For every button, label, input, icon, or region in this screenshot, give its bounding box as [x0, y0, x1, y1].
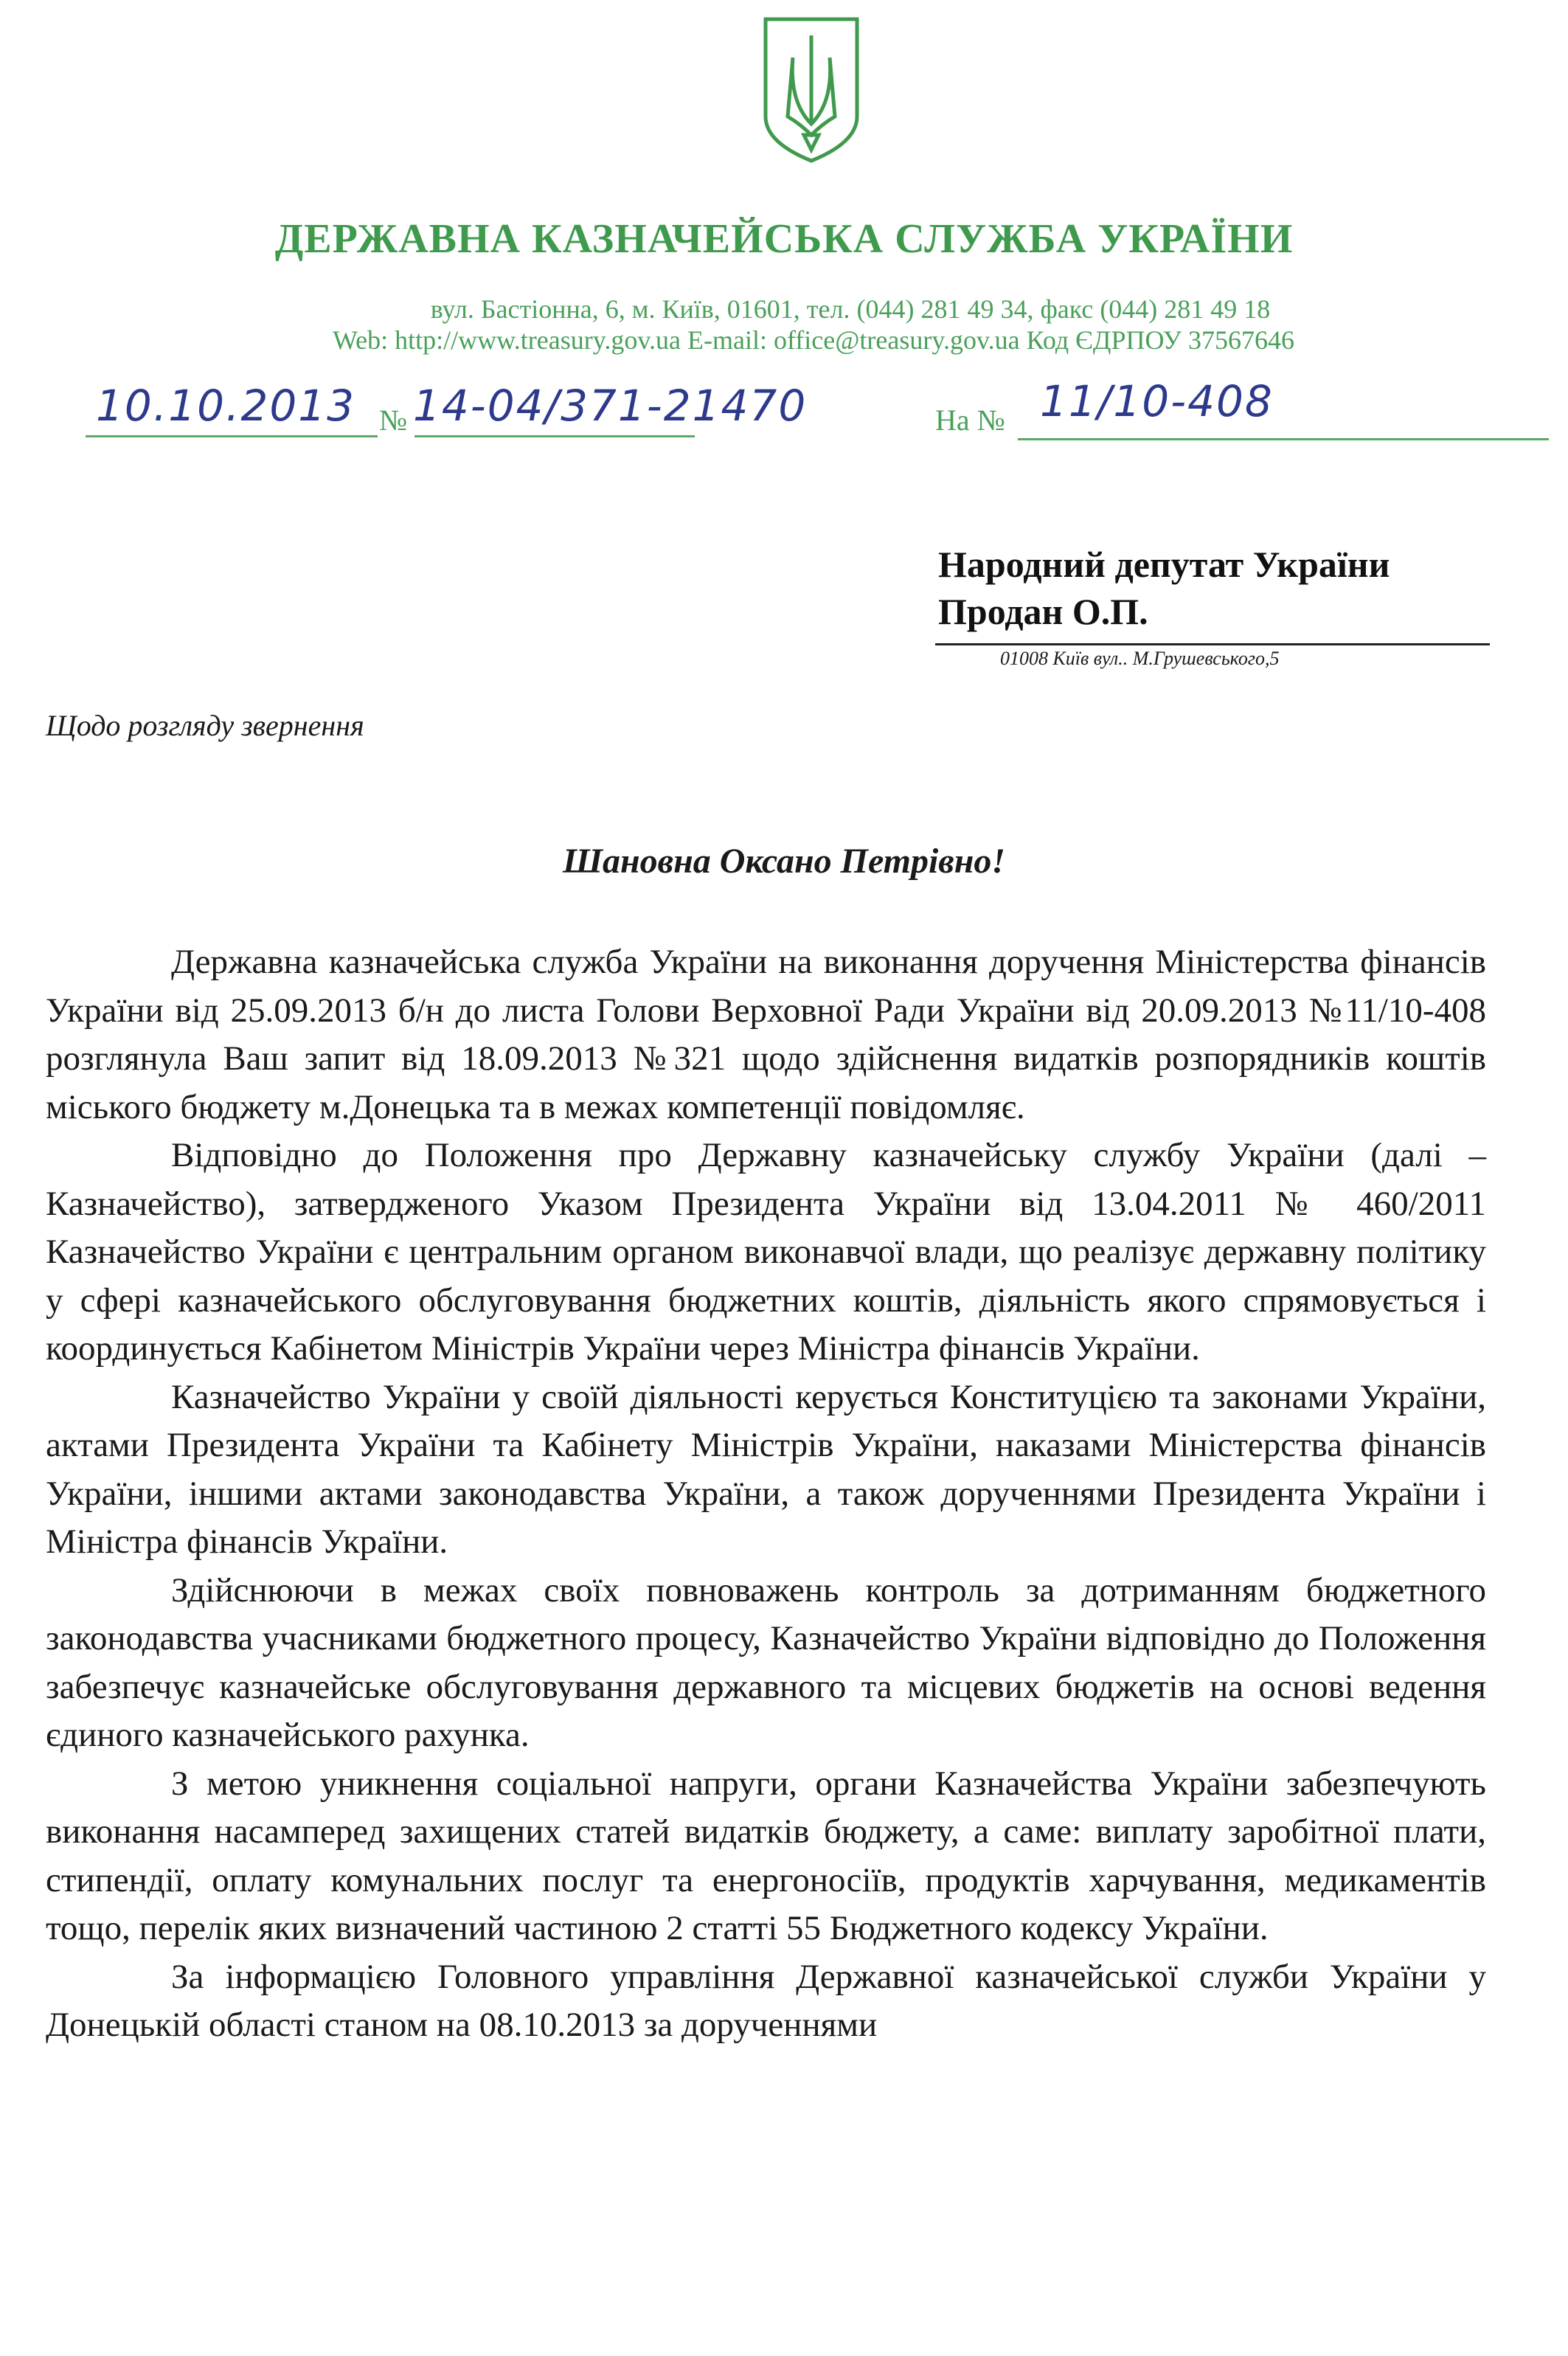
addressee-title: Народний депутат України — [938, 544, 1390, 585]
body-paragraph: З метою уникнення соціальної напруги, органи Казначейства України забезпечують виконання насамперед захищених статей видатків бюджету, а саме: виплату заробітної плати, стипендії, оплату комунальних послуг та енергоносіїв, продуктів харчування, медикаментів тощо, перелік яких визначений частиною 2 статті 55 Бюджетного кодексу України. — [46, 1764, 1486, 1947]
body-paragraph: Здійснюючи в межах своїх повноважень контроль за дотриманням бюджетного законодавства учасниками бюджетного процесу, Казначейство України відповідно до Положення забезпечує казначейське обслуговування державного та місцевих бюджетів на основі ведення єдиного казначейського рахунка. — [46, 1570, 1486, 1754]
addressee-address: 01008 Київ вул.. М.Грушевського,5 — [1000, 648, 1280, 669]
reply-underline — [1018, 438, 1549, 440]
salutation: Шановна Оксано Петрівно! — [562, 842, 1006, 881]
outgoing-number: 14-04/371-21470 — [413, 381, 808, 431]
addressee-name: Продан О.П. — [938, 591, 1148, 632]
reply-number: 11/10-408 — [1040, 376, 1274, 426]
body-paragraph: Казначейство України у своїй діяльності керується Конституцією та законами України, актами Президента України та Кабінету Міністрів України, наказами Міністерства фінансів України, іншими актами законодавства України, а також дорученнями Президента України і Міністра фінансів України. — [46, 1377, 1486, 1561]
letter-subject: Щодо розгляду звернення — [46, 709, 364, 742]
body-paragraph: За інформацією Головного управління Державної казначейської служби України у Донецькій області станом на 08.10.2013 за дорученнями — [46, 1957, 1486, 2044]
addressee-divider — [935, 643, 1490, 645]
reply-label: На № — [935, 403, 1005, 437]
organization-contacts: Web: http://www.treasury.gov.ua E-mail: office@treasury.gov.ua Код ЄДРПОУ 37567646 — [333, 325, 1294, 355]
letter-body — [46, 938, 1486, 2050]
number-label: № — [379, 403, 408, 437]
coat-of-arms-icon — [760, 13, 863, 164]
number-underline — [414, 435, 695, 437]
body-paragraph: Відповідно до Положення про Державну казначейську службу України (далі – Казначейство), затвердженого Указом Президента України від 13.04.2011 № 460/2011 Казначейство України є центральним органом виконавчої влади, що реалізує державну політику у сфері казначейського обслуговування бюджетних коштів, діяльність якого спрямовується і координується Кабінетом Міністрів України через Міністра фінансів України. — [46, 1136, 1486, 1368]
date-underline — [86, 435, 378, 437]
body-paragraph: Державна казначейська служба України на виконання доручення Міністерства фінансів України від 25.09.2013 б/н до листа Голови Верховної Ради України від 20.09.2013 №11/10-408 розглянула Ваш запит від 18.09.2013 №321 щодо здійснення видатків розпорядників коштів міського бюджету м.Донецька та в межах компетенції повідомляє. — [46, 943, 1486, 1126]
organization-address: вул. Бастіонна, 6, м. Київ, 01601, тел. (044) 281 49 34, факс (044) 281 49 18 — [430, 294, 1271, 324]
organization-title: ДЕРЖАВНА КАЗНАЧЕЙСЬКА СЛУЖБА УКРАЇНИ — [274, 216, 1294, 262]
outgoing-date: 10.10.2013 — [96, 381, 356, 431]
